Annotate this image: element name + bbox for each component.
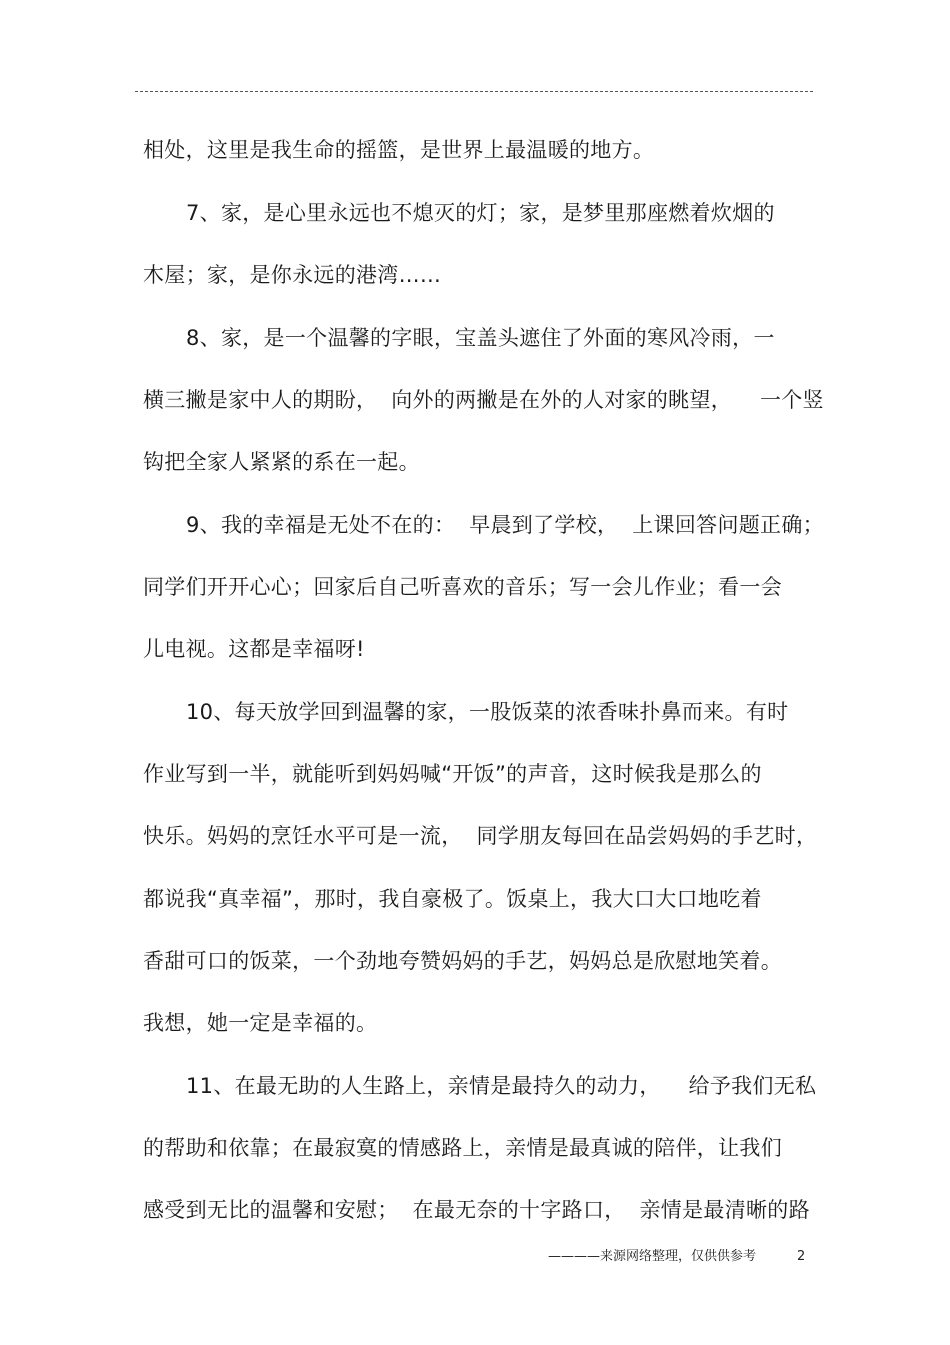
text-line: 作业写到一半，就能听到妈妈喊“开饭”的声音，这时候我是那么的 <box>143 762 762 786</box>
paragraph-10-line: 10、每天放学回到温馨的家，一股饭菜的浓香味扑鼻而来。有时 <box>186 700 789 724</box>
text-line: 都说我“真幸福”，那时，我自豪极了。饭桌上，我大口大口地吃着 <box>143 887 762 911</box>
text-line: 我想，她一定是幸福的。 <box>143 1011 378 1035</box>
footer-source-note: ————来源网络整理，仅供供参考 <box>548 1249 757 1264</box>
header-divider <box>135 91 813 92</box>
text-line: 感受到无比的温馨和安慰； 在最无奈的十字路口， 亲情是最清晰的路 <box>143 1198 810 1222</box>
text-line: 相处，这里是我生命的摇篮，是世界上最温暖的地方。 <box>143 138 655 162</box>
text-line: 香甜可口的饭菜，一个劲地夸赞妈妈的手艺，妈妈总是欣慰地笑着。 <box>143 949 782 973</box>
text-line: 快乐。妈妈的烹饪水平可是一流， 同学朋友每回在品尝妈妈的手艺时， <box>143 824 818 848</box>
page-number: 2 <box>797 1249 806 1264</box>
text-line: 钩把全家人紧紧的系在一起。 <box>143 450 420 474</box>
text-line: 横三撇是家中人的期盼， 向外的两撇是在外的人对家的眺望， 一个竖 <box>143 388 824 412</box>
text-line: 同学们开开心心；回家后自己听喜欢的音乐；写一会儿作业；看一会 <box>143 575 782 599</box>
paragraph-11-line: 11、在最无助的人生路上，亲情是最持久的动力， 给予我们无私 <box>186 1074 817 1098</box>
paragraph-9-line: 9、我的幸福是无处不在的： 早晨到了学校， 上课回答问题正确； <box>186 513 824 537</box>
text-line: 木屋；家，是你永远的港湾…… <box>143 263 442 287</box>
paragraph-7-line: 7、家，是心里永远也不熄灭的灯；家，是梦里那座燃着炊烟的 <box>186 201 775 225</box>
paragraph-8-line: 8、家，是一个温馨的字眼，宝盖头遮住了外面的寒风冷雨，一 <box>186 326 775 350</box>
text-line: 的帮助和依靠；在最寂寞的情感路上，亲情是最真诚的陪伴，让我们 <box>143 1136 782 1160</box>
text-line: 儿电视。这都是幸福呀! <box>143 637 365 661</box>
